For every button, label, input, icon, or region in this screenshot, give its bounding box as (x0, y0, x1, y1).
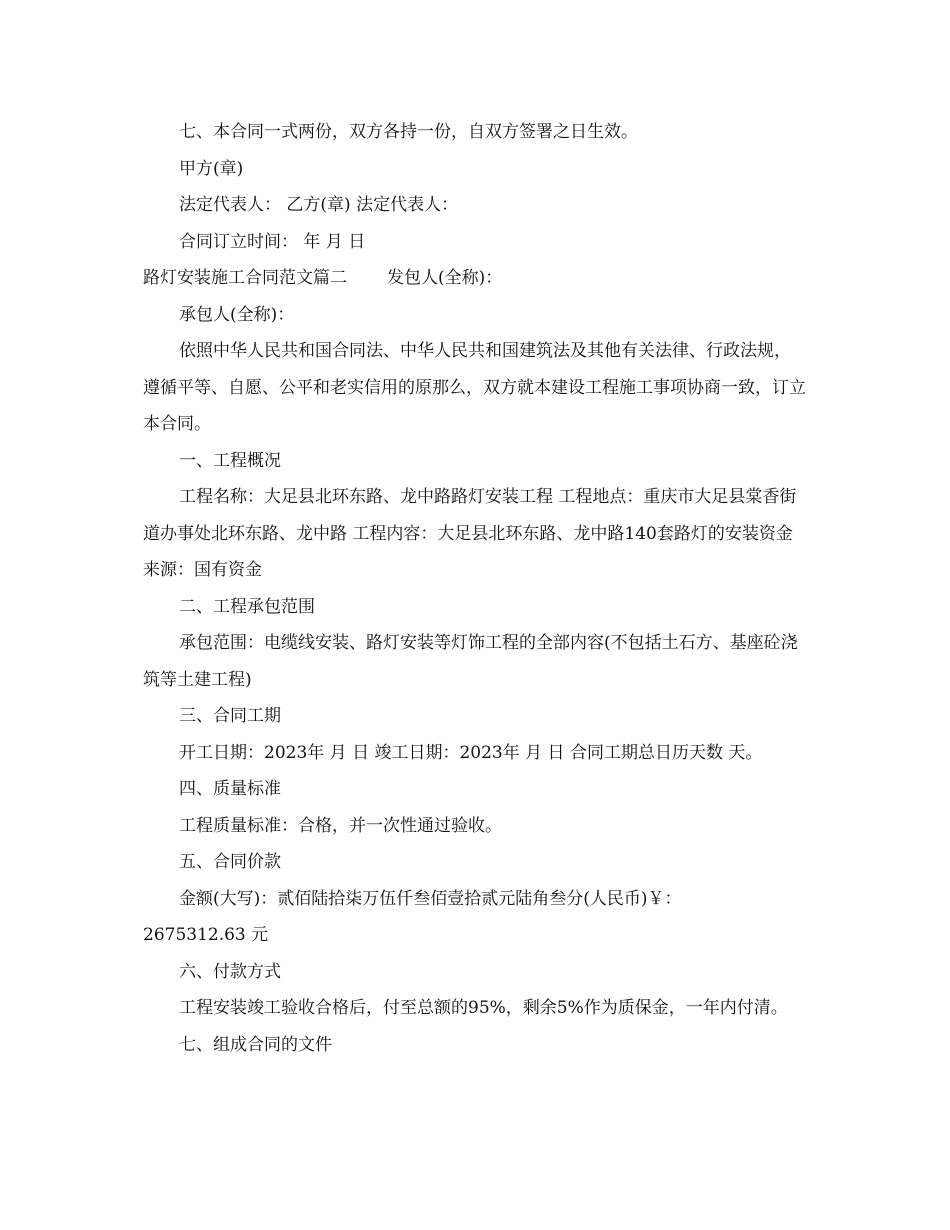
section-title: 路灯安装施工合同范文篇二 (143, 268, 347, 288)
heading-quality-standard: 四、质量标准 (179, 779, 281, 799)
contract-period-details: 开工日期：2023年 月 日 竣工日期：2023年 月 日 合同工期总日历天数 天。 (179, 742, 763, 763)
heading-contract-documents: 七、组成合同的文件 (179, 1034, 332, 1055)
heading-scope: 二、工程承包范围 (179, 596, 315, 617)
heading-contract-period: 三、合同工期 (179, 706, 281, 726)
preamble-paragraph: 依照中华人民共和国合同法、中华人民共和国建筑法及其他有关法律、行政法规，遵循平等、自愿、公平和老实信用的原那么，双方就本建设工程施工事项协商一致，订立本合同。 (143, 341, 806, 434)
contract-price-words: 金额(大写)：贰佰陆拾柒万伍仟叁佰壹拾贰元陆角叁分(人民币)￥： (179, 888, 682, 909)
payment-method-details: 工程安装竣工验收合格后，付至总额的95%，剩余5%作为质保金，一年内付清。 (179, 998, 788, 1018)
heading-payment-method: 六、付款方式 (179, 961, 281, 982)
scope-details: 承包范围：电缆线安装、路灯安装等灯饰工程的全部内容(不包括土石方、基座砼浇筑等土建工程) (143, 633, 798, 690)
legal-representative-line: 法定代表人： 乙方(章) 法定代表人： (179, 195, 459, 215)
clause-seven-effect: 七、本合同一式两份，双方各持一份，自双方签署之日生效。 (179, 122, 638, 142)
heading-contract-price: 五、合同价款 (179, 852, 281, 872)
party-a-seal: 甲方(章) (179, 158, 244, 179)
contractor-name-label: 承包人(全称)： (179, 304, 295, 325)
contract-price-amount: 2675312.63 元 (143, 925, 269, 945)
project-overview-details: 工程名称：大足县北环东路、龙中路路灯安装工程 工程地点：重庆市大足县棠香街道办事处北环东路、龙中路 工程内容：大足县北环东路、龙中路140套路灯的安装资金来源：国有资金 (143, 487, 797, 580)
employer-name-label: 发包人(全称)： (387, 268, 503, 288)
heading-project-overview: 一、工程概况 (179, 450, 281, 471)
contract-date-line: 合同订立时间： 年 月 日 (179, 231, 366, 252)
quality-standard-details: 工程质量标准：合格，并一次性通过验收。 (179, 815, 502, 836)
section-title-line (143, 260, 807, 297)
document-body (143, 114, 807, 1063)
